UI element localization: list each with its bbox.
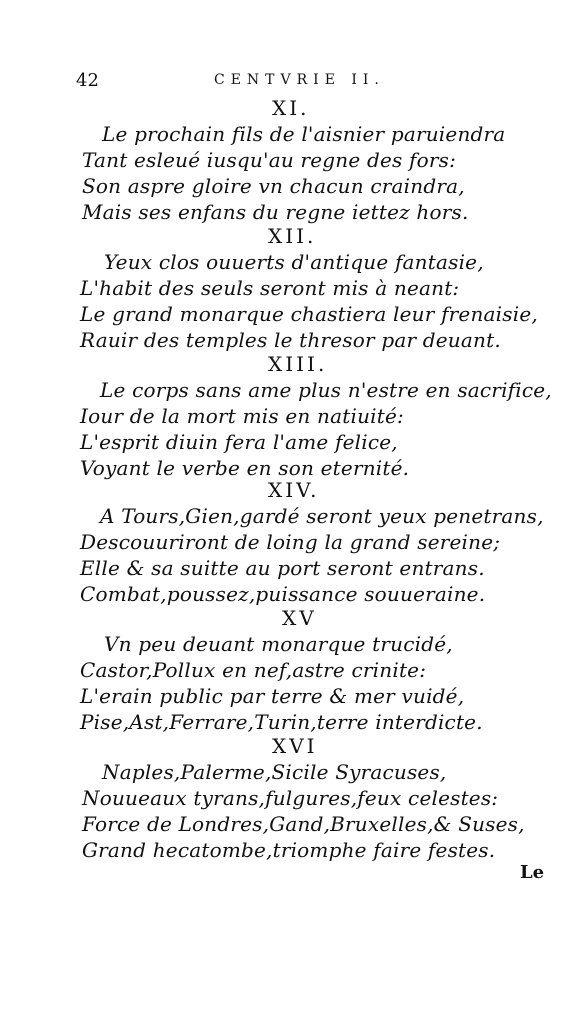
verse-line: Force de Londres,Gand,Bruxelles,& Suses, <box>82 812 525 836</box>
verse-line: L'habit des seuls seront mis à neant: <box>80 276 460 300</box>
verse-line: Pise,Ast,Ferrare,Turin,terre interdicte. <box>80 710 483 734</box>
verse-line: Vn peu deuant monarque trucidé, <box>104 632 453 656</box>
verse-line: Grand hecatombe,triomphe faire festes. <box>82 838 496 862</box>
verse-line: Iour de la mort mis en natiuité: <box>80 404 404 428</box>
verse-line: Le corps sans ame plus n'estre en sacrifice, <box>100 378 552 402</box>
verse-line: Voyant le verbe en son eternité. <box>80 456 410 480</box>
quatrain-heading: XVI <box>272 734 318 758</box>
quatrain-heading: XIV. <box>268 478 320 502</box>
quatrain-heading: XIII. <box>268 352 328 376</box>
verse-line: Combat,poussez,puissance souueraine. <box>80 582 486 606</box>
verse-line: Elle & sa suitte au port seront entrans. <box>80 556 485 580</box>
verse-line: Descouuriront de loing la grand sereine; <box>80 530 501 554</box>
verse-line: Castor,Pollux en nef,astre crinite: <box>80 658 427 682</box>
verse-line: Yeux clos ouuerts d'antique fantasie, <box>104 250 484 274</box>
verse-line: Son aspre gloire vn chacun craindra, <box>82 174 465 198</box>
page-header <box>76 70 466 94</box>
running-head: CENTVRIE II. <box>214 72 385 88</box>
page-number: 42 <box>76 70 99 91</box>
verse-line: L'esprit diuin fera l'ame felice, <box>80 430 398 454</box>
verse-line: Rauir des temples le thresor par deuant. <box>80 328 501 352</box>
quatrain-heading: XII. <box>268 224 317 248</box>
quatrain-heading: XV <box>282 606 317 630</box>
verse-line: Le grand monarque chastiera leur frenaisie, <box>80 302 538 326</box>
quatrain-heading: XI. <box>272 96 310 120</box>
verse-line: Tant esleué iusqu'au regne des fors: <box>82 148 457 172</box>
verse-line: Le prochain fils de l'aisnier paruiendra <box>102 122 506 146</box>
catchword: Le <box>520 862 545 883</box>
verse-line: Mais ses enfans du regne iettez hors. <box>82 200 469 224</box>
verse-line: Nouueaux tyrans,fulgures,feux celestes: <box>82 786 499 810</box>
verse-line: L'erain public par terre & mer vuidé, <box>80 684 465 708</box>
verse-line: Naples,Palerme,Sicile Syracuses, <box>102 760 447 784</box>
verse-line: A Tours,Gien,gardé seront yeux penetrans, <box>100 504 544 528</box>
